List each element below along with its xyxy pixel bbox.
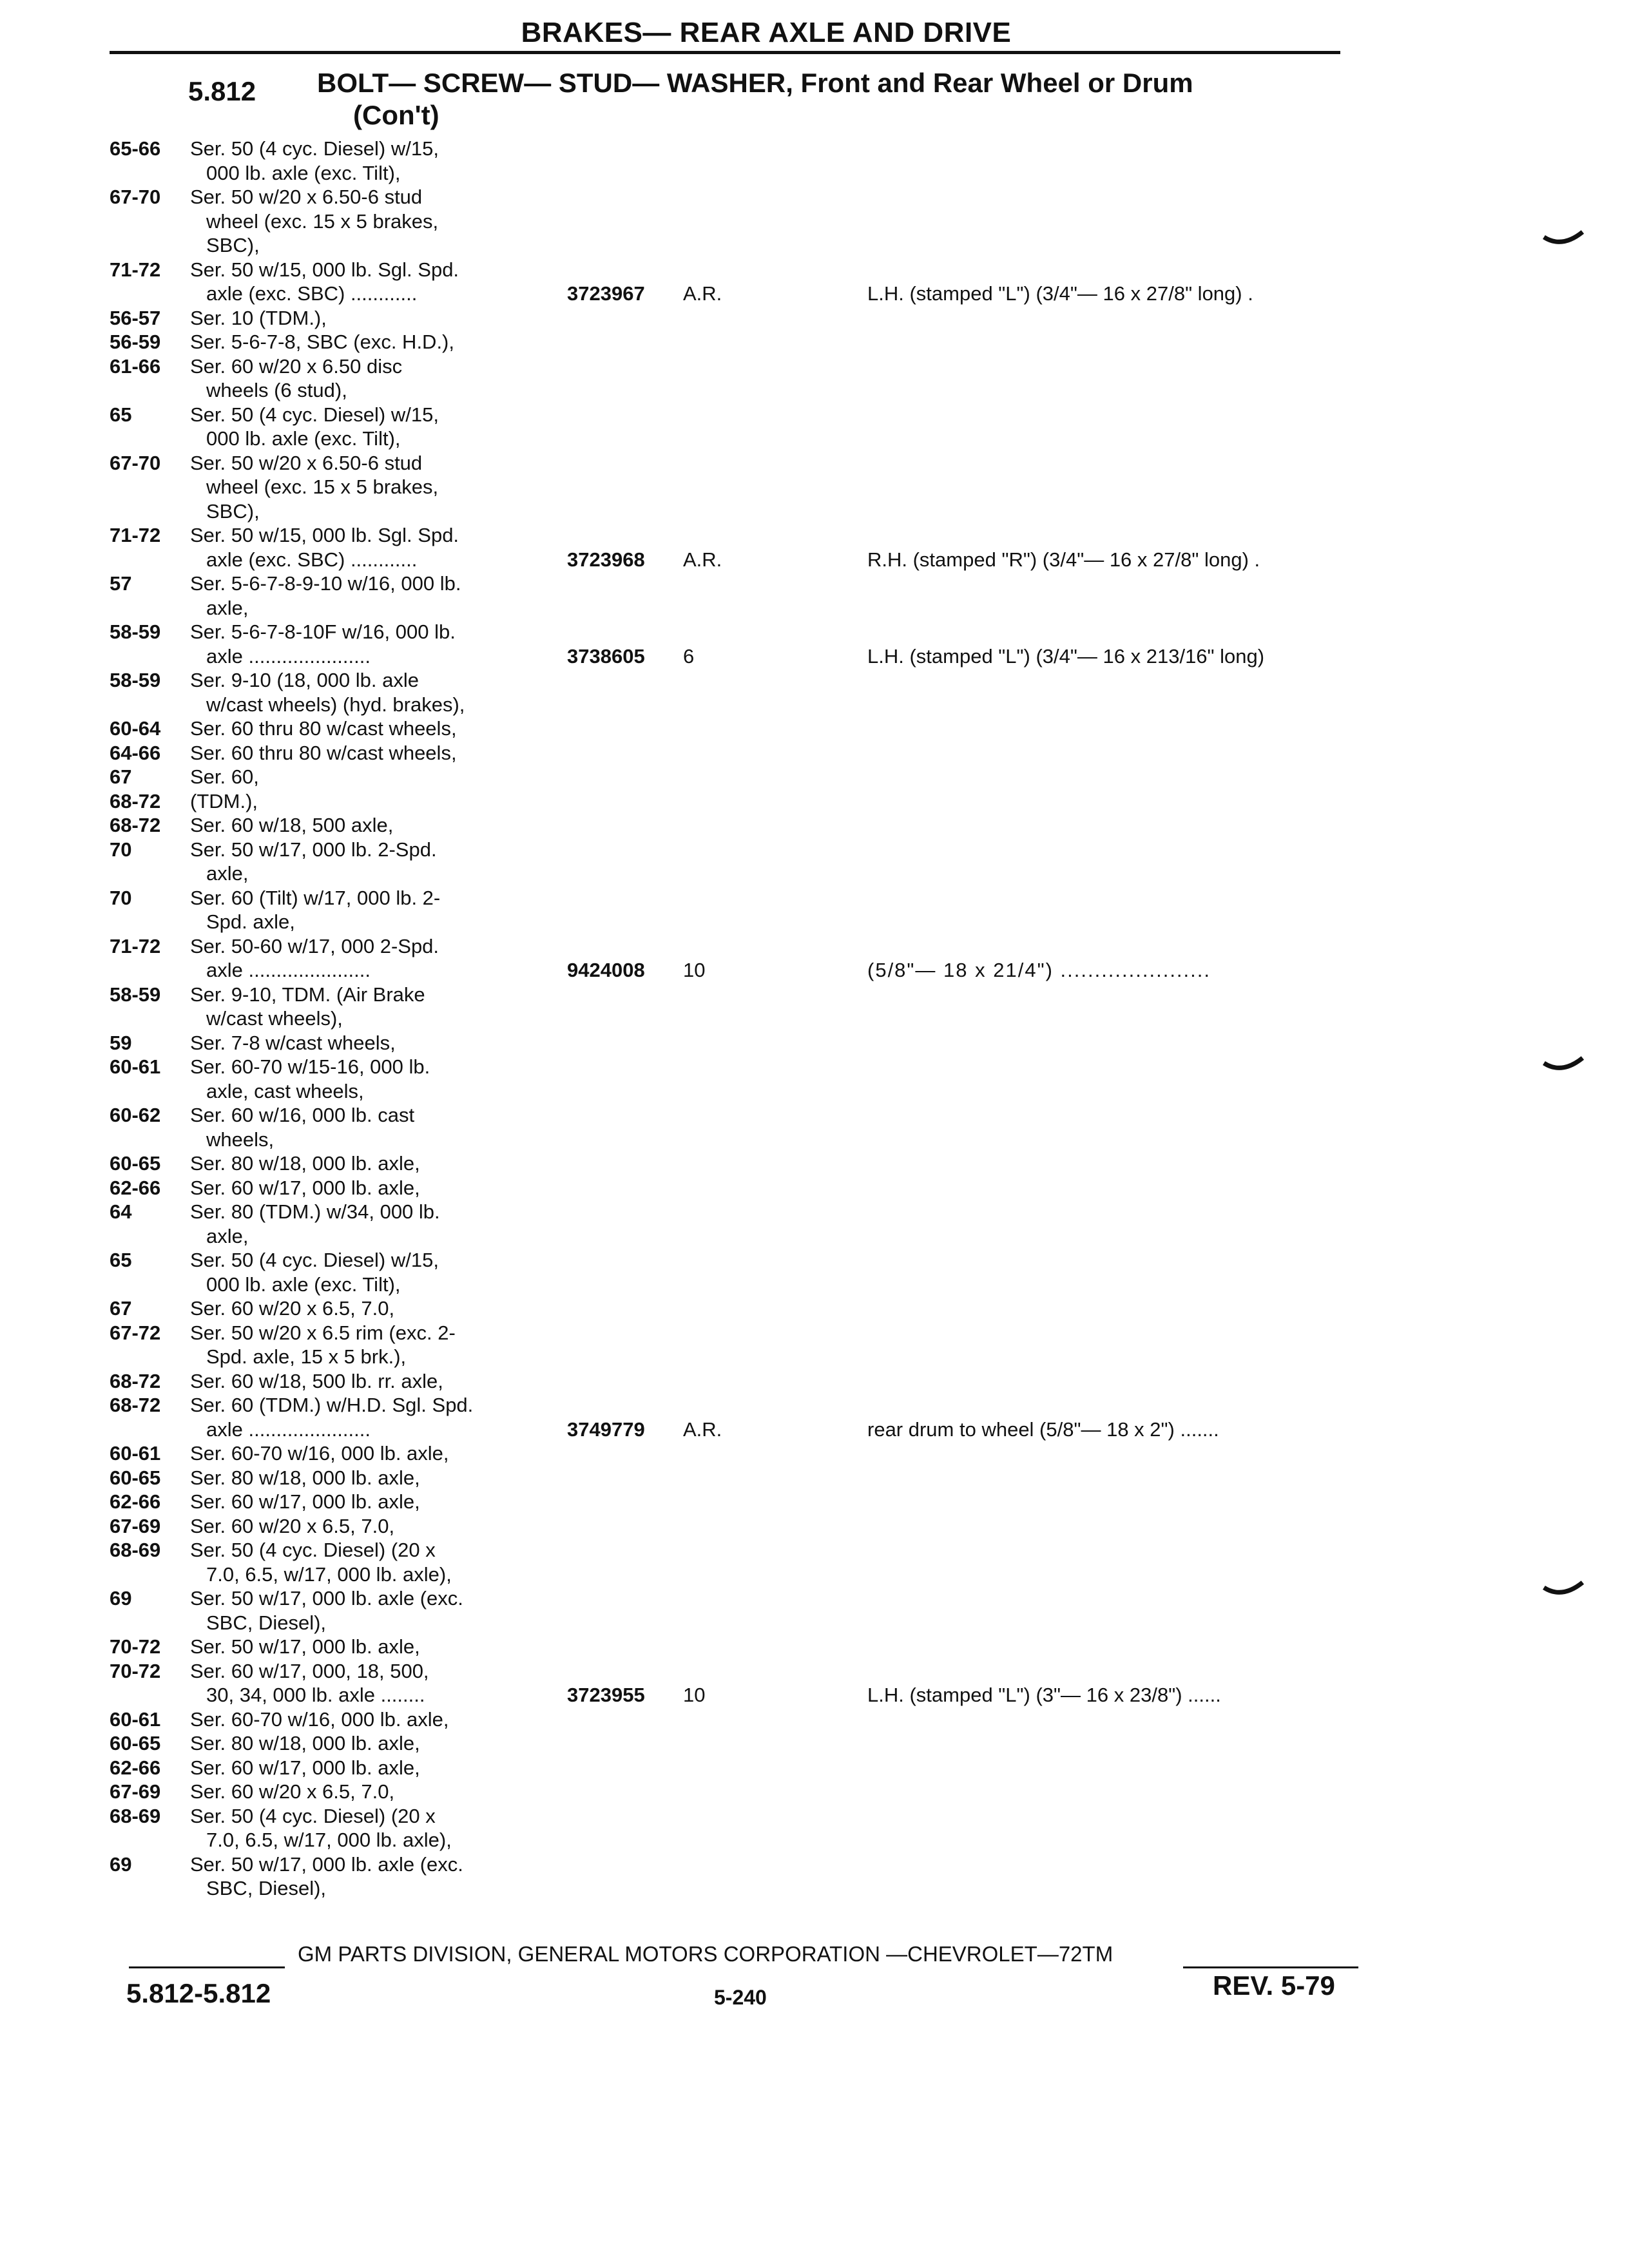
part-description: rear drum to wheel (5/8"— 18 x 2") .......: [867, 1418, 1219, 1441]
application-text: Ser. 5-6-7-8, SBC (exc. H.D.),: [190, 331, 454, 353]
list-item: [103, 1538, 1392, 1562]
section-title: [317, 67, 1348, 131]
application-text: Ser. 60,: [190, 765, 259, 788]
list-item: [103, 499, 1392, 524]
list-item: [103, 1441, 1392, 1466]
list-item: [103, 233, 1392, 258]
application-text: Ser. 50 (4 cyc. Diesel) w/15,: [190, 403, 439, 426]
application-text: Ser. 50 w/17, 000 lb. 2-Spd.: [190, 838, 437, 861]
year-range: 68-69: [110, 1804, 161, 1827]
year-range: 60-65: [110, 1466, 161, 1489]
list-item: [103, 1756, 1392, 1780]
list-item: [103, 1176, 1392, 1200]
application-text: Ser. 5-6-7-8-10F w/16, 000 lb.: [190, 620, 456, 643]
year-range: 60-64: [110, 717, 161, 740]
list-item: [103, 548, 1392, 572]
section-number: 5.812: [188, 76, 256, 106]
quantity: A.R.: [683, 282, 722, 305]
part-number: 3738605: [567, 644, 645, 668]
application-text: 30, 34, 000 lb. axle ........: [206, 1684, 425, 1706]
application-text: Ser. 80 w/18, 000 lb. axle,: [190, 1732, 420, 1754]
list-item: [103, 378, 1392, 403]
list-item: [103, 209, 1392, 234]
list-item: [103, 403, 1392, 427]
application-text: Ser. 60 thru 80 w/cast wheels,: [190, 717, 457, 740]
list-item: [103, 137, 1392, 161]
header-title: BRAKES— REAR AXLE AND DRIVE: [521, 17, 1012, 48]
list-item: [103, 1393, 1392, 1418]
quantity: 10: [683, 959, 706, 981]
part-number: 3723955: [567, 1684, 645, 1706]
quantity: A.R.: [683, 548, 722, 571]
application-text: Ser. 80 (TDM.) w/34, 000 lb.: [190, 1200, 440, 1223]
list-item: [103, 1562, 1392, 1587]
year-range: 60-65: [110, 1732, 161, 1754]
list-item: [103, 1804, 1392, 1829]
year-range: 64-66: [110, 741, 161, 764]
year-range: 69: [110, 1852, 132, 1876]
quantity: A.R.: [683, 1418, 722, 1441]
list-item: [103, 1006, 1392, 1031]
year-range: 60-62: [110, 1104, 161, 1126]
application-text: SBC),: [206, 234, 260, 256]
list-item: [103, 1079, 1392, 1104]
list-item: [103, 934, 1392, 959]
year-range: 67: [110, 765, 132, 788]
application-text: Ser. 50 w/20 x 6.50-6 stud: [190, 451, 423, 474]
application-text: Ser. 50 w/20 x 6.50-6 stud: [190, 186, 423, 208]
application-text: axle ......................: [206, 959, 371, 981]
quantity: 10: [683, 1684, 706, 1706]
application-text: axle,: [206, 1224, 249, 1247]
list-item: [103, 1876, 1392, 1901]
list-item: [103, 1514, 1392, 1539]
list-item: [103, 789, 1392, 814]
list-item: [103, 1852, 1392, 1877]
list-item: [103, 693, 1392, 717]
part-description: (5/8"— 18 x 21/4") ......................: [867, 959, 1211, 981]
application-text: Ser. 60 w/16, 000 lb. cast: [190, 1104, 415, 1126]
list-item: [103, 1345, 1392, 1369]
list-item: [103, 1635, 1392, 1659]
list-item: [103, 330, 1392, 354]
year-range: 61-66: [110, 354, 161, 378]
application-text: 7.0, 6.5, w/17, 000 lb. axle),: [206, 1562, 452, 1586]
application-text: 000 lb. axle (exc. Tilt),: [206, 1273, 401, 1296]
year-range: 65-66: [110, 137, 161, 160]
application-text: Ser. 60 w/17, 000 lb. axle,: [190, 1490, 420, 1513]
binder-hole-mark-2: [1543, 1055, 1584, 1075]
list-item: [103, 1683, 1392, 1707]
list-item: [103, 1466, 1392, 1490]
section-cont: (Con't): [353, 100, 439, 130]
year-range: 58-59: [110, 669, 161, 691]
quantity: 6: [683, 644, 695, 668]
year-range: 56-57: [110, 306, 161, 329]
list-item: [103, 1707, 1392, 1732]
list-item: [103, 886, 1392, 910]
list-item: [103, 1418, 1392, 1442]
application-text: w/cast wheels),: [206, 1007, 343, 1030]
list-item: [103, 1200, 1392, 1224]
list-item: [103, 668, 1392, 693]
application-text: Ser. 60 w/17, 000 lb. axle,: [190, 1176, 420, 1199]
application-text: wheel (exc. 15 x 5 brakes,: [206, 209, 439, 233]
footer-page-number: 5-240: [714, 1986, 767, 2009]
application-text: Ser. 7-8 w/cast wheels,: [190, 1031, 396, 1054]
year-range: 68-72: [110, 814, 161, 836]
application-text: Ser. 50 w/17, 000 lb. axle,: [190, 1635, 420, 1658]
application-text: SBC),: [206, 499, 260, 523]
year-range: 68-72: [110, 1369, 161, 1392]
application-text: axle, cast wheels,: [206, 1079, 364, 1102]
application-text: w/cast wheels) (hyd. brakes),: [206, 693, 465, 716]
application-text: Ser. 60-70 w/15-16, 000 lb.: [190, 1055, 430, 1078]
year-range: 62-66: [110, 1756, 161, 1779]
footer-rule-right: [1183, 1966, 1358, 1968]
parts-list: [103, 137, 1392, 1901]
list-item: [103, 475, 1392, 499]
year-range: 60-61: [110, 1707, 161, 1731]
part-description: L.H. (stamped "L") (3/4"— 16 x 213/16" long): [867, 644, 1265, 668]
part-number: 3723968: [567, 548, 645, 571]
year-range: 70-72: [110, 1659, 161, 1682]
application-text: Ser. 60 w/18, 500 lb. rr. axle,: [190, 1369, 443, 1392]
year-range: 68-72: [110, 1394, 161, 1416]
part-description: R.H. (stamped "R") (3/4"— 16 x 27/8" long) .: [867, 548, 1260, 571]
list-item: [103, 1369, 1392, 1394]
list-item: [103, 958, 1392, 983]
list-item: [103, 1586, 1392, 1611]
year-range: 67-69: [110, 1514, 161, 1537]
application-text: Ser. 60 w/20 x 6.5, 7.0,: [190, 1780, 395, 1803]
year-range: 57: [110, 572, 132, 595]
list-item: [103, 306, 1392, 331]
list-item: [103, 596, 1392, 620]
application-text: Ser. 10 (TDM.),: [190, 306, 327, 329]
application-text: axle ......................: [206, 1418, 371, 1441]
list-item: [103, 910, 1392, 934]
part-number: 9424008: [567, 959, 645, 981]
binder-hole-mark-3: [1543, 1580, 1584, 1599]
application-text: Ser. 50 (4 cyc. Diesel) w/15,: [190, 1249, 439, 1271]
year-range: 60-61: [110, 1442, 161, 1465]
application-text: Ser. 9-10, TDM. (Air Brake: [190, 983, 425, 1006]
application-text: axle ......................: [206, 644, 371, 668]
year-range: 60-61: [110, 1055, 161, 1078]
application-text: wheel (exc. 15 x 5 brakes,: [206, 476, 439, 498]
year-range: 70-72: [110, 1635, 161, 1658]
list-item: [103, 1828, 1392, 1852]
application-text: axle (exc. SBC) ............: [206, 282, 418, 305]
list-item: [103, 1296, 1392, 1321]
part-description: L.H. (stamped "L") (3/4"— 16 x 27/8" long) .: [867, 282, 1253, 305]
application-text: Ser. 5-6-7-8-9-10 w/16, 000 lb.: [190, 572, 461, 595]
list-item: [103, 716, 1392, 741]
application-text: Ser. 60 (Tilt) w/17, 000 lb. 2-: [190, 886, 441, 909]
year-range: 56-59: [110, 331, 161, 353]
application-text: Ser. 50 w/15, 000 lb. Sgl. Spd.: [190, 524, 459, 546]
application-text: Ser. 60-70 w/16, 000 lb. axle,: [190, 1707, 449, 1731]
application-text: Ser. 60 w/18, 500 axle,: [190, 814, 394, 836]
year-range: 58-59: [110, 620, 161, 643]
application-text: Ser. 80 w/18, 000 lb. axle,: [190, 1466, 420, 1489]
list-item: [103, 765, 1392, 789]
year-range: 58-59: [110, 983, 161, 1006]
year-range: 71-72: [110, 258, 161, 281]
list-item: [103, 523, 1392, 548]
year-range: 69: [110, 1587, 132, 1610]
year-range: 68-72: [110, 789, 161, 812]
list-item: [103, 427, 1392, 451]
application-text: Ser. 60 w/20 x 6.5, 7.0,: [190, 1297, 395, 1320]
footer-revision: REV. 5-79: [1213, 1970, 1335, 2001]
part-description: L.H. (stamped "L") (3"— 16 x 23/8") ......: [867, 1684, 1221, 1706]
list-item: [103, 572, 1392, 596]
application-text: axle,: [206, 596, 249, 619]
application-text: Ser. 60 w/17, 000, 18, 500,: [190, 1659, 429, 1682]
year-range: 64: [110, 1200, 132, 1223]
footer-corporation: GM PARTS DIVISION, GENERAL MOTORS CORPORATION —CHEVROLET—72TM: [298, 1942, 1113, 1966]
list-item: [103, 1659, 1392, 1684]
year-range: 70: [110, 886, 132, 909]
list-item: [103, 1151, 1392, 1176]
application-text: Ser. 50 w/17, 000 lb. axle (exc.: [190, 1852, 463, 1876]
year-range: 70: [110, 838, 132, 861]
application-text: Ser. 60 (TDM.) w/H.D. Sgl. Spd.: [190, 1394, 474, 1416]
list-item: [103, 1224, 1392, 1249]
application-text: Ser. 50 (4 cyc. Diesel) w/15,: [190, 137, 439, 160]
application-text: (TDM.),: [190, 789, 258, 812]
list-item: [103, 1611, 1392, 1635]
list-item: [103, 1103, 1392, 1128]
year-range: 67-69: [110, 1780, 161, 1803]
list-item: [103, 644, 1392, 669]
list-item: [103, 838, 1392, 862]
application-text: wheels,: [206, 1128, 275, 1151]
application-text: Ser. 50 w/15, 000 lb. Sgl. Spd.: [190, 258, 459, 281]
list-item: [103, 620, 1392, 644]
year-range: 62-66: [110, 1176, 161, 1199]
list-item: [103, 354, 1392, 379]
application-text: 000 lb. axle (exc. Tilt),: [206, 161, 401, 184]
year-range: 67: [110, 1297, 132, 1320]
list-item: [103, 1055, 1392, 1079]
application-text: Ser. 9-10 (18, 000 lb. axle: [190, 669, 419, 691]
application-text: Ser. 50 w/17, 000 lb. axle (exc.: [190, 1587, 463, 1610]
list-item: [103, 451, 1392, 476]
year-range: 62-66: [110, 1490, 161, 1513]
list-item: [103, 282, 1392, 306]
list-item: [103, 1031, 1392, 1055]
application-text: Ser. 50 (4 cyc. Diesel) (20 x: [190, 1539, 436, 1561]
section-title-text: BOLT— SCREW— STUD— WASHER, Front and Rear Wheel or Drum: [317, 68, 1193, 98]
footer-section-range: 5.812-5.812: [126, 1978, 271, 2008]
application-text: 7.0, 6.5, w/17, 000 lb. axle),: [206, 1829, 452, 1851]
year-range: 71-72: [110, 524, 161, 546]
year-range: 59: [110, 1031, 132, 1054]
application-text: Ser. 60 thru 80 w/cast wheels,: [190, 741, 457, 764]
application-text: Ser. 60 w/20 x 6.50 disc: [190, 354, 403, 378]
year-range: 65: [110, 1249, 132, 1271]
application-text: 000 lb. axle (exc. Tilt),: [206, 427, 401, 450]
application-text: Ser. 60 w/20 x 6.5, 7.0,: [190, 1514, 395, 1537]
application-text: Spd. axle,: [206, 910, 295, 933]
application-text: axle,: [206, 862, 249, 885]
year-range: 67-70: [110, 186, 161, 208]
year-range: 71-72: [110, 934, 161, 957]
list-item: [103, 1248, 1392, 1273]
list-item: [103, 1490, 1392, 1514]
list-item: [103, 258, 1392, 282]
application-text: SBC, Diesel),: [206, 1611, 327, 1634]
application-text: wheels (6 stud),: [206, 379, 347, 401]
list-item: [103, 185, 1392, 209]
application-text: SBC, Diesel),: [206, 1877, 327, 1899]
application-text: Spd. axle, 15 x 5 brk.),: [206, 1345, 407, 1368]
application-text: Ser. 50 w/20 x 6.5 rim (exc. 2-: [190, 1321, 456, 1344]
header-rule: [110, 51, 1340, 54]
application-text: Ser. 60 w/17, 000 lb. axle,: [190, 1756, 420, 1779]
year-range: 65: [110, 403, 132, 426]
list-item: [103, 1273, 1392, 1297]
year-range: 67-70: [110, 451, 161, 474]
application-text: axle (exc. SBC) ............: [206, 548, 418, 571]
application-text: Ser. 50-60 w/17, 000 2-Spd.: [190, 934, 439, 957]
list-item: [103, 1321, 1392, 1345]
list-item: [103, 1731, 1392, 1756]
application-text: Ser. 50 (4 cyc. Diesel) (20 x: [190, 1804, 436, 1827]
list-item: [103, 861, 1392, 886]
list-item: [103, 1128, 1392, 1152]
page-header: [0, 17, 1629, 49]
part-number: 3723967: [567, 282, 645, 305]
list-item: [103, 813, 1392, 838]
year-range: 60-65: [110, 1152, 161, 1175]
year-range: 67-72: [110, 1321, 161, 1344]
list-item: [103, 983, 1392, 1007]
application-text: Ser. 60-70 w/16, 000 lb. axle,: [190, 1442, 449, 1465]
binder-hole-mark-1: [1543, 229, 1584, 249]
part-number: 3749779: [567, 1418, 645, 1441]
footer-rule-left: [129, 1966, 285, 1968]
year-range: 68-69: [110, 1539, 161, 1561]
list-item: [103, 741, 1392, 765]
list-item: [103, 1780, 1392, 1804]
list-item: [103, 161, 1392, 186]
application-text: Ser. 80 w/18, 000 lb. axle,: [190, 1152, 420, 1175]
